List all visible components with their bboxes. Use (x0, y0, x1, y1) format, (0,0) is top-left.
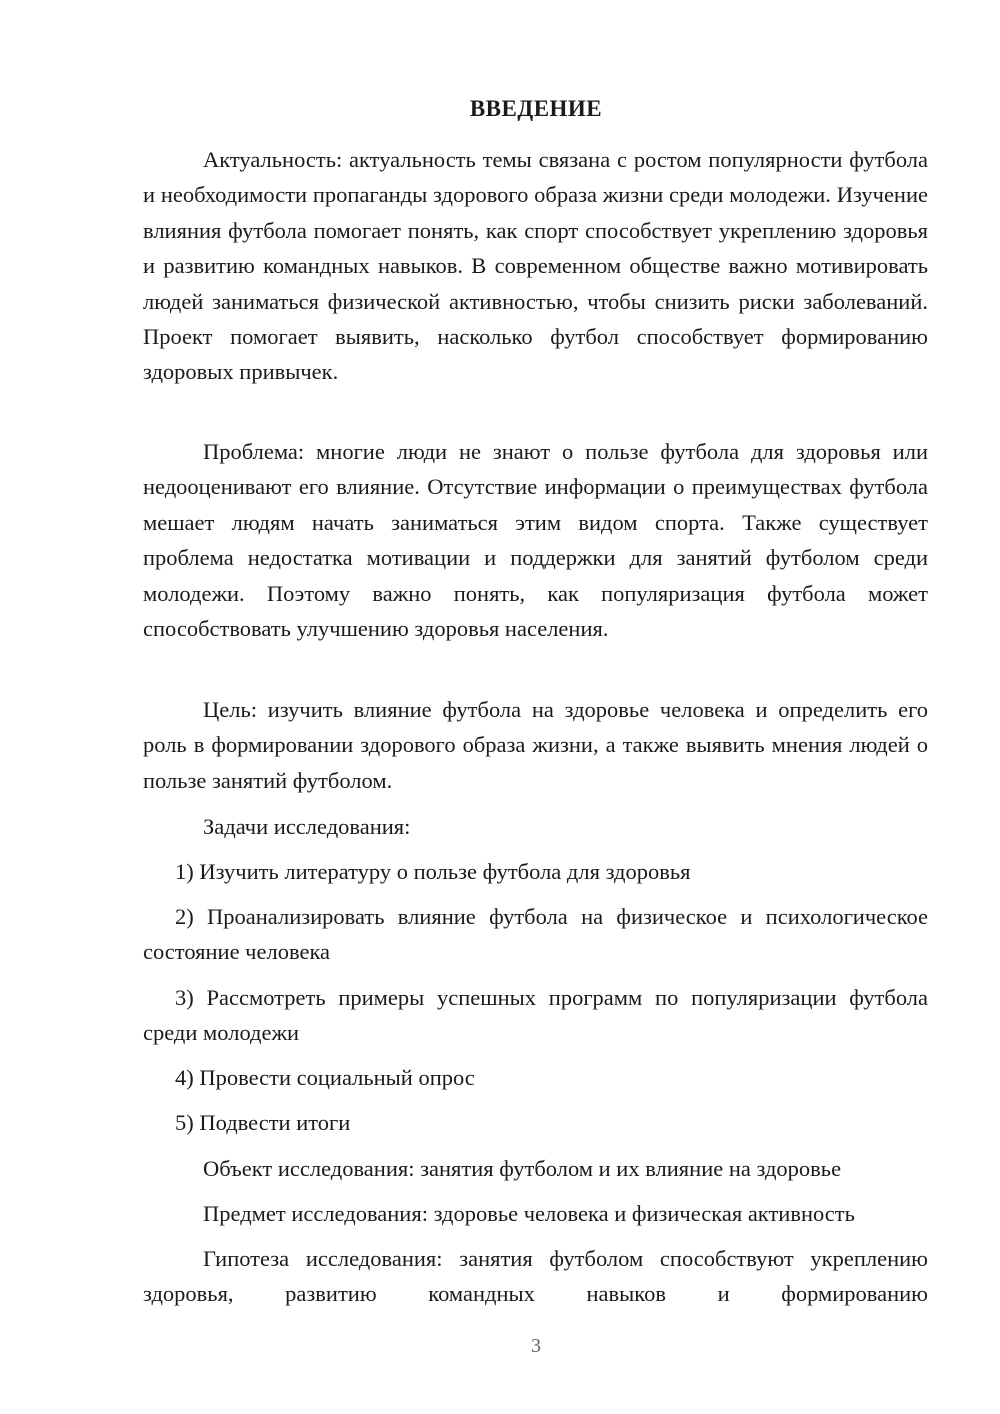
task-item: 2) Проанализировать влияние футбола на физическое и психологическое состояние человека (143, 904, 928, 965)
problem-paragraph: Проблема: многие люди не знают о пользе футбола для здоровья или недооценивают его влияние. Отсутствие информации о преимуществах футбола мешает людям начать заниматься этим видом спорта. Также существует проблема недостатка мотивации и поддержки для занятий футболом среди молодежи. Поэтому важно понять, как популяризация футбола может способствовать улучшению здоровья населения. (143, 439, 928, 642)
tasks-heading: Задачи исследования: (203, 814, 411, 839)
page-number: 3 (531, 1335, 541, 1357)
goal-paragraph: Цель: изучить влияние футбола на здоровье человека и определить его роль в формировании здорового образа жизни, а также выявить мнения людей о пользе занятий футболом. (143, 697, 928, 793)
task-item: 3) Рассмотреть примеры успешных программ по популяризации футбола среди молодежи (143, 985, 928, 1046)
task-item: 4) Провести социальный опрос (175, 1065, 475, 1090)
relevance-paragraph: Актуальность: актуальность темы связана с ростом популярности футбола и необходимости пропаганды здорового образа жизни среди молодежи. Изучение влияния футбола помогает понять, как спорт способствует укреплению здоровья и развитию командных навыков. В современном обществе важно мотивировать людей заниматься физической активностью, чтобы снизить риски заболеваний. Проект помогает выявить, насколько футбол способствует формированию здоровых привычек. (143, 147, 928, 385)
research-subject: Предмет исследования: здоровье человека и физическая активность (203, 1201, 855, 1226)
research-object: Объект исследования: занятия футболом и их влияние на здоровье (203, 1156, 842, 1181)
task-item: 5) Подвести итоги (175, 1110, 351, 1135)
page-title: ВВЕДЕНИЕ (469, 96, 603, 121)
task-item: 1) Изучить литературу о пользе футбола для здоровья (175, 859, 691, 884)
hypothesis-paragraph: Гипотеза исследования: занятия футболом способствуют укреплению здоровья, развитию командных навыков и формированию (143, 1246, 928, 1307)
